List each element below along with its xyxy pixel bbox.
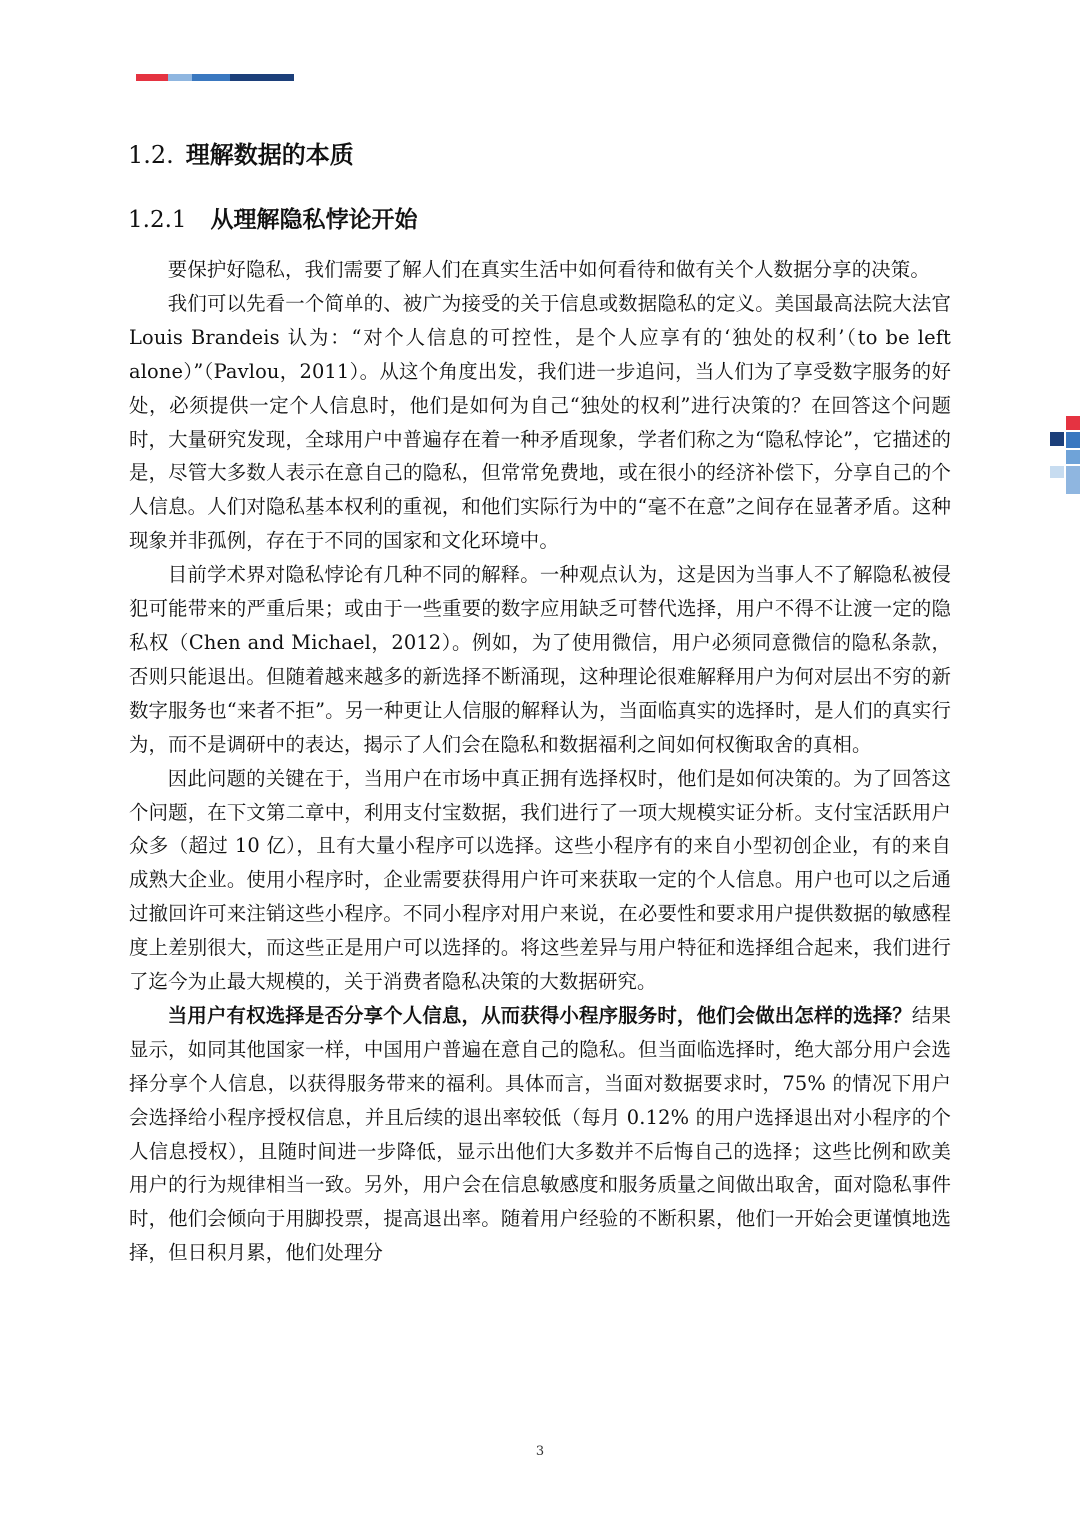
paragraph-5 (129, 999, 951, 1270)
section-title: 理解数据的本质 (185, 140, 354, 169)
color-bar-lightblue-segment (168, 74, 192, 81)
color-bar-blue-segment (192, 74, 230, 81)
side-decoration (1050, 416, 1080, 496)
paragraph-3: 目前学术界对隐私悖论有几种不同的解释。一种观点认为，这是因为当事人不了解隐私被侵犯可能带来的严重后果；或由于一些重要的数字应用缺乏可替代选择，用户不得不让渡一定的隐私权（Chen and Michael，2012）。例如，为了使用微信，用户必须同意微信的隐私条款，否则只能退出。但随着越来越多的新选择不断涌现，这种理论很难解释用户为何对层出不穷的新数字服务也“来者不拒”。另一种更让人信服的解释认为，当面临真实的选择时，是人们的真实行为，而不是调研中的表达，揭示了人们会在隐私和数据福利之间如何权衡取舍的真相。 (129, 563, 951, 756)
subsection-heading (128, 203, 418, 237)
color-bar-red-segment (136, 74, 168, 81)
paragraph-4: 因此问题的关键在于，当用户在市场中真正拥有选择权时，他们是如何决策的。为了回答这个问题，在下文第二章中，利用支付宝数据，我们进行了一项大规模实证分析。支付宝活跃用户众多（超过 10 亿），且有大量小程序可以选择。这些小程序有的来自小型初创企业，有的来自成熟大企业。使用小程序时，企业需要获得用户许可来获取一定的个人信息。用户也可以之后通过撤回许可来注销这些小程序。不同小程序对用户来说，在必要性和要求用户提供数据的敏感程度上差别很大，而这些正是用户可以选择的。将这些差异与用户特征和选择组合起来，我们进行了迄今为止最大规模的，关于消费者隐私决策的大数据研究。 (129, 766, 951, 994)
page-number: 3 (535, 1444, 545, 1459)
deco-square-lightblue (1066, 450, 1080, 464)
subsection-number: 1.2.1 (128, 207, 187, 233)
header-color-bar (136, 74, 294, 81)
deco-square-navy (1050, 432, 1064, 446)
deco-square-red (1066, 416, 1080, 430)
color-bar-navy-segment (230, 74, 294, 81)
deco-square-blue (1066, 432, 1080, 448)
paragraph-5-bold-lead: 当用户有权选择是否分享个人信息，从而获得小程序服务时，他们会做出怎样的选择？ (167, 1003, 912, 1027)
section-heading (128, 138, 354, 172)
paragraph-5-rest: 结果显示，如同其他国家一样，中国用户普遍在意自己的隐私。但当面临选择时，绝大部分用户会选择分享个人信息，以获得服务带来的福利。具体而言，当面对数据要求时，75% 的情况下用户会选择给小程序授权信息，并且后续的退出率较低（每月 0.12% 的用户选择退出对小程序的个人信息授权），且随时间进一步降低，显示出他们大多数并不后悔自己的选择；这些比例和欧美用户的行为规律相当一致。另外，用户会在信息敏感度和服务质量之间做出取舍，面对隐私事件时，他们会倾向于用脚投票，提高退出率。随着用户经验的不断积累，他们一开始会更谨慎地选择，但日积月累，他们处理分 (129, 1003, 951, 1265)
paragraph-1: 要保护好隐私，我们需要了解人们在真实生活中如何看待和做有关个人数据分享的决策。 (167, 258, 930, 281)
deco-square-pale-2 (1066, 466, 1080, 494)
paragraph-2: 我们可以先看一个简单的、被广为接受的关于信息或数据隐私的定义。美国最高法院大法官 Louis Brandeis 认为：“对个人信息的可控性，是个人应享有的‘独处的权利’（to be left alone）”（Pavlou，2011）。从这个角度出发，我们进一步追问，当人们为了享受数字服务的好处，必须提供一定个人信息时，他们是如何为自己“独处的权利”进行决策的？在回答这个问题时，大量研究发现，全球用户中普遍存在着一种矛盾现象，学者们称之为“隐私悖论”，它描述的是，尽管大多数人表示在意自己的隐私，但常常免费地，或在很小的经济补偿下，分享自己的个人信息。人们对隐私基本权利的重视，和他们实际行为中的“毫不在意”之间存在显著矛盾。这种现象并非孤例，存在于不同的国家和文化环境中。 (129, 291, 951, 553)
section-number: 1.2. (128, 141, 174, 169)
deco-square-pale-1 (1050, 466, 1064, 478)
subsection-title: 从理解隐私悖论开始 (210, 206, 418, 233)
body-text (129, 253, 951, 1270)
